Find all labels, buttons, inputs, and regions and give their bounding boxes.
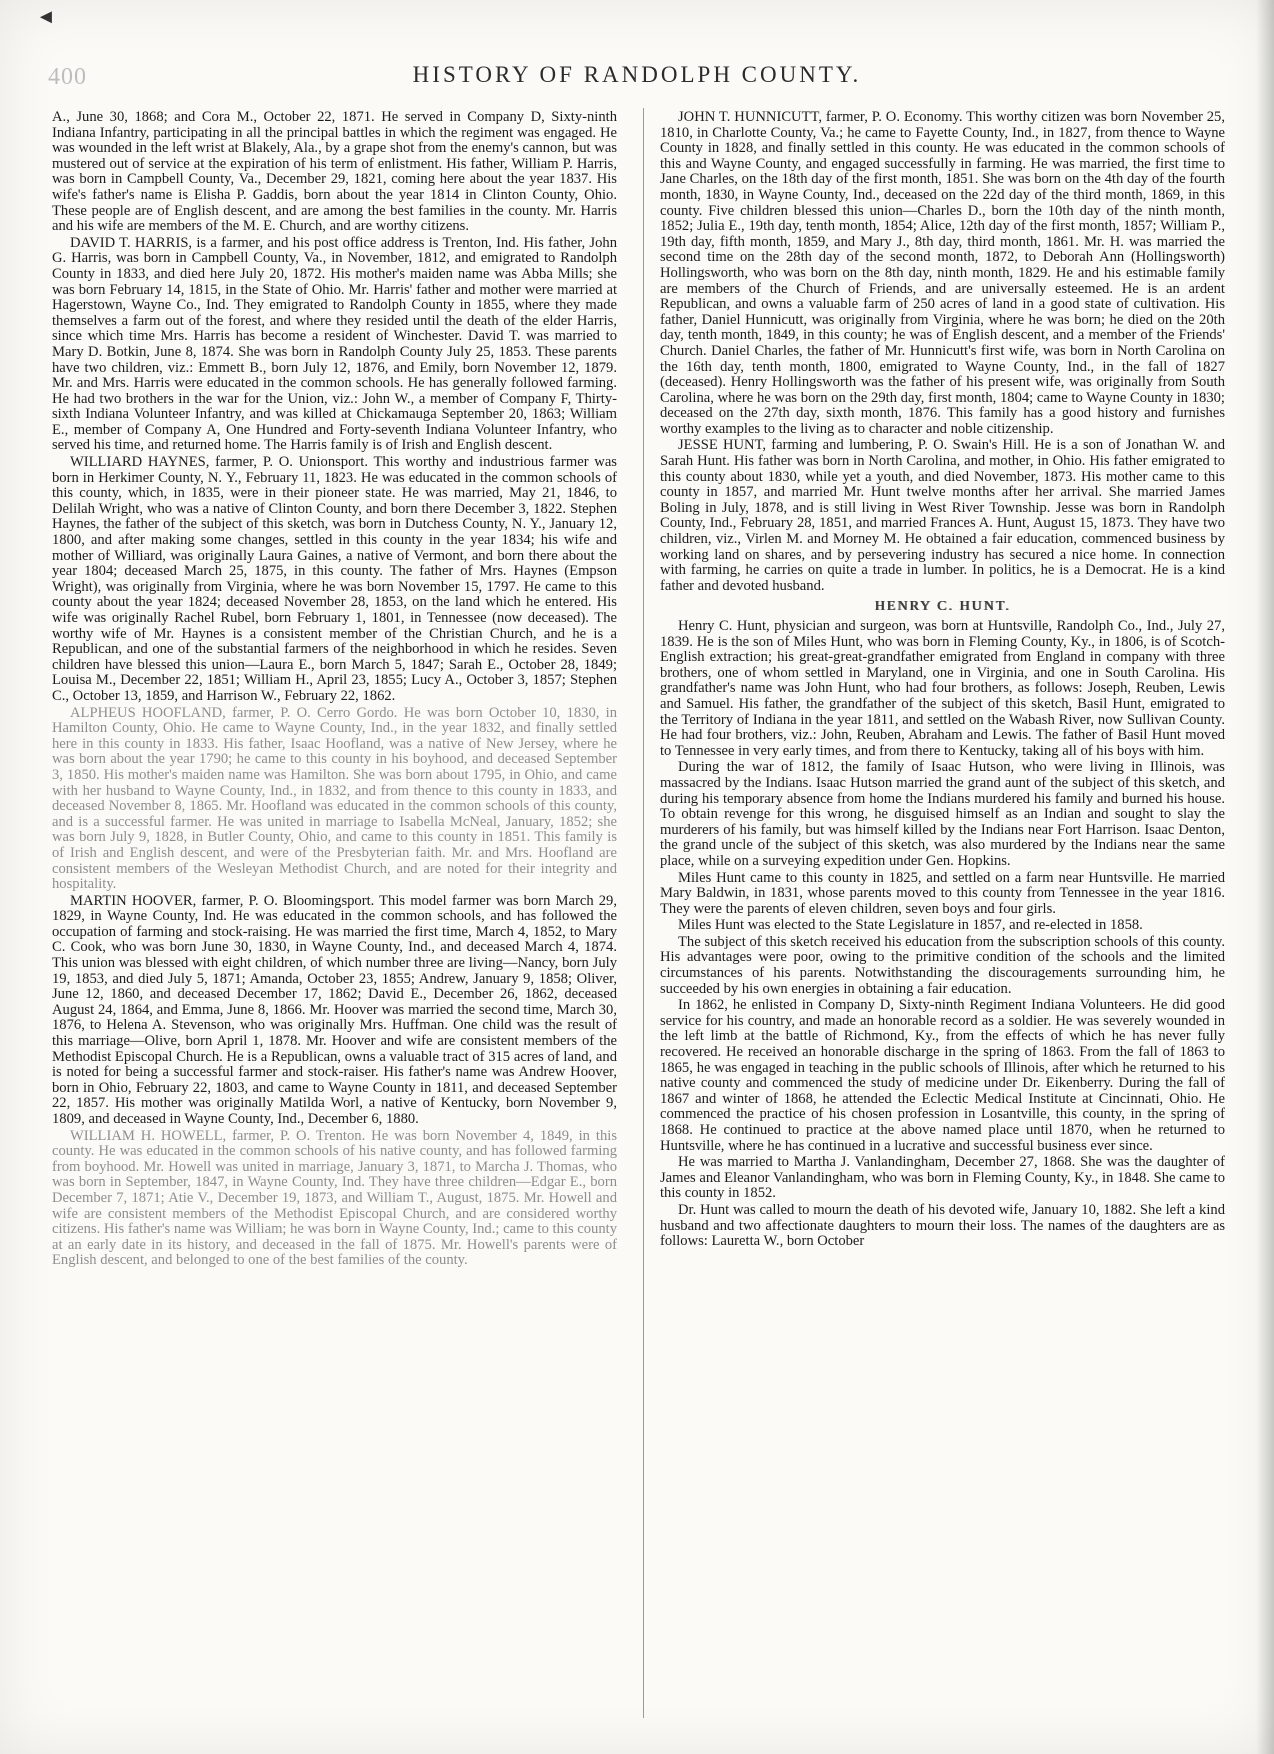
left-column [52,110,617,1710]
alpheus-hoofland-paragraph: ALPHEUS HOOFLAND, farmer, P. O. Cerro Gordo. He was born October 10, 1830, in Hamilton County, Ohio. He came to Wayne County, Ind., in the year 1832, and finally settled here in this county in 1833. His father, Isaac Hoofland, was a native of New Jersey, where he was born about the year 1790; he came to this county in his boyhood, and deceased September 3, 1850. His mother's maiden name was Hamilton. She was born about 1795, in Ohio, and came with her husband to Wayne County, Ind., in 1832, and from thence to this county in 1833, and deceased November 8, 1865. Mr. Hoofland was educated in the common schools of this county, and is a successful farmer. He was united in marriage to Isabella McNeal, January, 1852; she was born July 9, 1828, in Butler County, Ohio, and came to this county in 1851. This family is of Irish and English descent, and were of the Presbyterian faith. Mr. and Mrs. Hoofland are consistent members of the Wesleyan Methodist Church, and are noted for their integrity and hospitality. [52,704,617,893]
david-harris-paragraph: DAVID T. HARRIS, is a farmer, and his post office address is Trenton, Ind. His father, John G. Harris, was born in Campbell County, Va., in November, 1812, and emigrated to Randolph County in 1833, and died here July 20, 1872. His mother's maiden name was Abba Mills; she was born February 14, 1815, in the State of Ohio. Mr. Harris' father and mother were married at Hagerstown, Wayne Co., Ind. They emigrated to Randolph County in 1855, where they made themselves a farm out of the forest, and where they resided until the death of the elder Harris, since which time Mrs. Harris has become a resident of Winchester. David T. was married to Mary D. Botkin, June 8, 1874. She was born in Randolph County July 25, 1853. These parents have two children, viz.: Emmett B., born July 12, 1876, and Emily, born November 12, 1879. Mr. and Mrs. Harris were educated in the common schools. He has generally followed farming. He had two brothers in the war for the Union, viz.: John W., a member of Company F, Thirty-sixth Indiana Volunteer Infantry, and was killed at Chickamauga September 20, 1863; William E., member of Company A, One Hundred and Forty-seventh Indiana Volunteer Infantry, who served his time, and returned home. The Harris family is of Irish and English descent. [52,234,617,454]
miles-hunt-settlement-paragraph: Miles Hunt came to this county in 1825, and settled on a farm near Huntsville. He married Mary Baldwin, in 1831, whose parents moved to this county from Tennessee in the year 1816. They were the parents of eleven children, seven boys and four girls. [660,869,1225,917]
war-of-1812-paragraph: During the war of 1812, the family of Isaac Hutson, who were living in Illinois, was massacred by the Indians. Isaac Hutson married the grand aunt of the subject of this sketch, and during his temporary absence from home the Indians murdered his family and burned his house. To obtain revenge for this wrong, he disguised himself as an Indian and sought to slay the murderers of his family, but was himself killed by the Indians near Fort Harrison. Isaac Denton, the grand uncle of the subject of this sketch, was also murdered by the Indians near the same place, while on a surveying expedition under Gen. Hopkins. [660,759,1225,869]
column-divider [643,108,644,1718]
henry-hunt-heading: HENRY C. HUNT. [874,599,1011,615]
education-paragraph: The subject of this sketch received his education from the subscription schools of this county. His advantages were poor, owing to the primitive condition of the schools and the limited circumstances of his parents. Notwithstanding the discouragements surrounding him, he succeeded by his own energies in obtaining a fair education. [660,933,1225,997]
running-head: HISTORY OF RANDOLPH COUNTY. [412,62,862,87]
page-edge-shadow [1256,0,1274,1754]
henry-hunt-intro-paragraph: Henry C. Hunt, physician and surgeon, was born at Huntsville, Randolph Co., Ind., July 27, 1839. He is the son of Miles Hunt, who was born in Fleming County, Ky., in 1806, is of Scotch-English extraction; his great-great-grandfather emigrated from England in company with three brothers, one of whom settled in Maryland, one in Virginia, and one in South Carolina. His grandfather's name was John Hunt, who had four brothers, as follows: Joseph, Reuben, Lewis and Samuel. His father, the grandfather of the subject of this sketch, Basil Hunt, emigrated to the Territory of Indiana in the year 1811, and settled on the Wabash River, now Sullivan County. He had four brothers, viz.: John, Reuben, Abraham and Lewis. The father of Basil Hunt moved to Tennessee in very early times, and from there to Kentucky, taking all of his boys with him. [660,618,1225,759]
military-and-medical-paragraph: In 1862, he enlisted in Company D, Sixty-ninth Regiment Indiana Volunteers. He did good service for his country, and made an honorable record as a soldier. He was severely wounded in the left limb at the battle of Richmond, Ky., from the effects of which he has never fully recovered. He received an honorable discharge in the spring of 1863. From the fall of 1863 to 1865, he was engaged in teaching in the public schools of Illinois, after which he returned to his native county and commenced the study of medicine under Dr. Eikenberry. During the fall of 1867 and winter of 1868, he attended the Eclectic Medical Institute at Cincinnati, Ohio. He commenced the practice of his chosen profession in Losantville, this county, in the spring of 1868. He continued to practice at the above named place until 1870, when he returned to Huntsville, where he has continued in a lucrative and successful business ever since. [660,997,1225,1154]
marriage-paragraph: He was married to Martha J. Vanlandingham, December 27, 1868. She was the daughter of James and Eleanor Vanlandingham, who was born in Fleming County, Ky., in 1848. She came to this county in 1852. [660,1154,1225,1202]
corner-arrow-mark: ◄ [36,6,56,28]
william-howell-paragraph: WILLIAM H. HOWELL, farmer, P. O. Trenton. He was born November 4, 1849, in this county. He was educated in the common schools of his native county, and has followed farming from boyhood. Mr. Howell was united in marriage, January 3, 1871, to Marcha J. Thomas, who was born in September, 1847, in Wayne County, Ind. They have three children—Edgar E., born December 7, 1871; Atie V., December 19, 1873, and William T., August, 1875. Mr. Howell and wife are consistent members of the Methodist Episcopal Church, and are considered worthy citizens. His father's name was William; he was born in Wayne County, Ind.; came to this county at an early date in its history, and deceased in the fall of 1875. Mr. Howell's parents were of English descent, and belonged to one of the best families of the county. [52,1127,617,1269]
martin-hoover-paragraph: MARTIN HOOVER, farmer, P. O. Bloomingsport. This model farmer was born March 29, 1829, in Wayne County, Ind. He was educated in the common schools, and has followed the occupation of farming and stock-raising. He was married the first time, March 4, 1852, to Mary C. Cook, who was born June 30, 1830, in Wayne County, Ind., and deceased March 4, 1874. This union was blessed with eight children, of which number three are living—Nancy, born July 19, 1853, and died July 5, 1871; Amanda, October 23, 1855; Andrew, January 9, 1858; Oliver, June 12, 1860, and deceased December 17, 1862; David E., December 26, 1862, deceased August 24, 1864, and Emma, June 8, 1866. Mr. Hoover was married the second time, March 30, 1876, to Helena A. Stevenson, who was originally Mrs. Huffman. One child was the result of this marriage—Olive, born April 1, 1878. Mr. Hoover and wife are consistent members of the Methodist Episcopal Church. He is a Republican, owns a valuable tract of 315 acres of land, and is noted for being a successful farmer and stock-raiser. His father's name was Andrew Hoover, born in Ohio, February 22, 1803, and came to Wayne County in 1811, and deceased September 22, 1857. His mother was originally Matilda Worl, a native of Kentucky, born November 9, 1809, and deceased in Wayne County, Ind., December 6, 1880. [52,892,617,1127]
john-hunnicutt-paragraph: JOHN T. HUNNICUTT, farmer, P. O. Economy. This worthy citizen was born November 25, 1810, in Charlotte County, Va.; he came to Fayette County, Ind., in 1827, from thence to Wayne County in 1828, and finally settled in this county. He was educated in the common schools of this and Wayne County, and engaged successfully in farming. He was married, the first time to Jane Charles, on the 18th day of the first month, 1851. She was born on the 4th day of the fourth month, 1830, in Wayne County, Ind., deceased on the 22d day of the third month, 1869, in this county. Five children blessed this union—Charles D., born the 10th day of the ninth month, 1852; Julia E., 19th day, tenth month, 1854; Alice, 12th day of the first month, 1857; William P., 19th day, fifth month, 1859, and Mary J., 8th day, third month, 1861. Mr. H. was married the second time on the 28th day of the second month, 1872, to Deborah Ann (Hollingsworth) Hollingsworth, who was born on the 8th day, ninth month, 1829. He and his estimable family are members of the Church of Friends, and are universally esteemed. He is an ardent Republican, and owns a valuable farm of 250 acres of land in a good state of cultivation. His father, Daniel Hunnicutt, was originally from Virginia, where he was born; he died on the 20th day, tenth month, 1849, in this county; he was of English descent, and a member of the Friends' Church. Daniel Charles, the father of Mr. Hunnicutt's first wife, was born in North Carolina on the 16th day, tenth month, 1800, emigrated to Wayne County, Ind., in the fall of 1827 (deceased). Henry Hollingsworth was the father of his present wife, was originally from South Carolina, where he was born on the 29th day, first month, 1804; came to Wayne County in 1830; deceased on the 27th day, sixth month, 1876. This family has a good history and furnishes worthy examples to the living as to character and noble citizenship. [660,110,1225,437]
williard-haynes-paragraph: WILLIARD HAYNES, farmer, P. O. Unionsport. This worthy and industrious farmer was born in Herkimer County, N. Y., February 11, 1823. He was educated in the common schools of this county, which, in 1835, were in their pioneer state. He was married, May 21, 1846, to Delilah Wright, who was a native of Clinton County, and born there December 3, 1822. Stephen Haynes, the father of the subject of this sketch, was born in Dutchess County, N. Y., January 12, 1800, and after making some changes, settled in this county in the year 1834; his wife and mother of Williard, was originally Laura Gaines, a native of Vermont, and born there about the year 1804; deceased March 25, 1875, in this county. The father of Mrs. Haynes (Empson Wright), was originally from Virginia, where he was born November 15, 1797. He came to this county about the year 1824; deceased November 28, 1853, on the land which he entered. His wife was originally Rachel Rubel, born February 1, 1801, in Tennessee (now deceased). The worthy wife of Mr. Haynes is a consistent member of the Christian Church, and he is a Republican, and one of the substantial farmers of the neighborhood in which he resides. Seven children have blessed this union—Laura E., born March 5, 1847; Sarah E., October 28, 1849; Louisa M., December 22, 1851; William H., April 23, 1855; Lucy A., October 3, 1857; Stephen C., October 13, 1859, and Harrison W., February 22, 1862. [52,454,617,704]
miles-hunt-legislature-paragraph: Miles Hunt was elected to the State Legislature in 1857, and re-elected in 1858. [678,917,1143,934]
page-number: 400 [48,64,87,90]
wife-death-paragraph: Dr. Hunt was called to mourn the death of his devoted wife, January 10, 1882. She left a kind husband and two affectionate daughters to mourn their loss. The names of the daughters are as follows: Lauretta W., born October [660,1201,1225,1250]
right-column [660,110,1225,1710]
jesse-hunt-paragraph: JESSE HUNT, farming and lumbering, P. O. Swain's Hill. He is a son of Jonathan W. and Sarah Hunt. His father was born in North Carolina, and mother, in Ohio. His father emigrated to this county about 1830, while yet a youth, and died November, 1873. His mother came to this county in 1857, and married Mr. Hunt twelve months after her arrival. She married James Boling in July, 1878, and is still living in West River Township. Jesse was born in Randolph County, Ind., February 28, 1851, and married Frances A. Hunt, August 15, 1873. They have two children, viz., Virlen M. and Morney M. He obtained a fair education, commenced business by working land on shares, and by persevering industry has secured a nice home. In connection with farming, he carries on quite a trade in lumber. In politics, he is a Democrat. He is a kind father and devoted husband. [660,437,1225,594]
harris-continuation-paragraph: A., June 30, 1868; and Cora M., October 22, 1871. He served in Company D, Sixty-ninth Indiana Infantry, participating in all the principal battles in which the regiment was engaged. He was wounded in the left wrist at Blakely, Ala., by a grape shot from the enemy's cannon, but was mustered out of service at the expiration of his term of enlistment. His father, William P. Harris, was born in Campbell County, Va., December 29, 1821, coming here about the year 1837. His wife's father's name is Elisha P. Gaddis, born about the year 1814 in Clinton County, Ohio. These people are of English descent, and are among the best families in the county. Mr. Harris and his wife are members of the M. E. Church, and are worthy citizens. [52,110,617,235]
